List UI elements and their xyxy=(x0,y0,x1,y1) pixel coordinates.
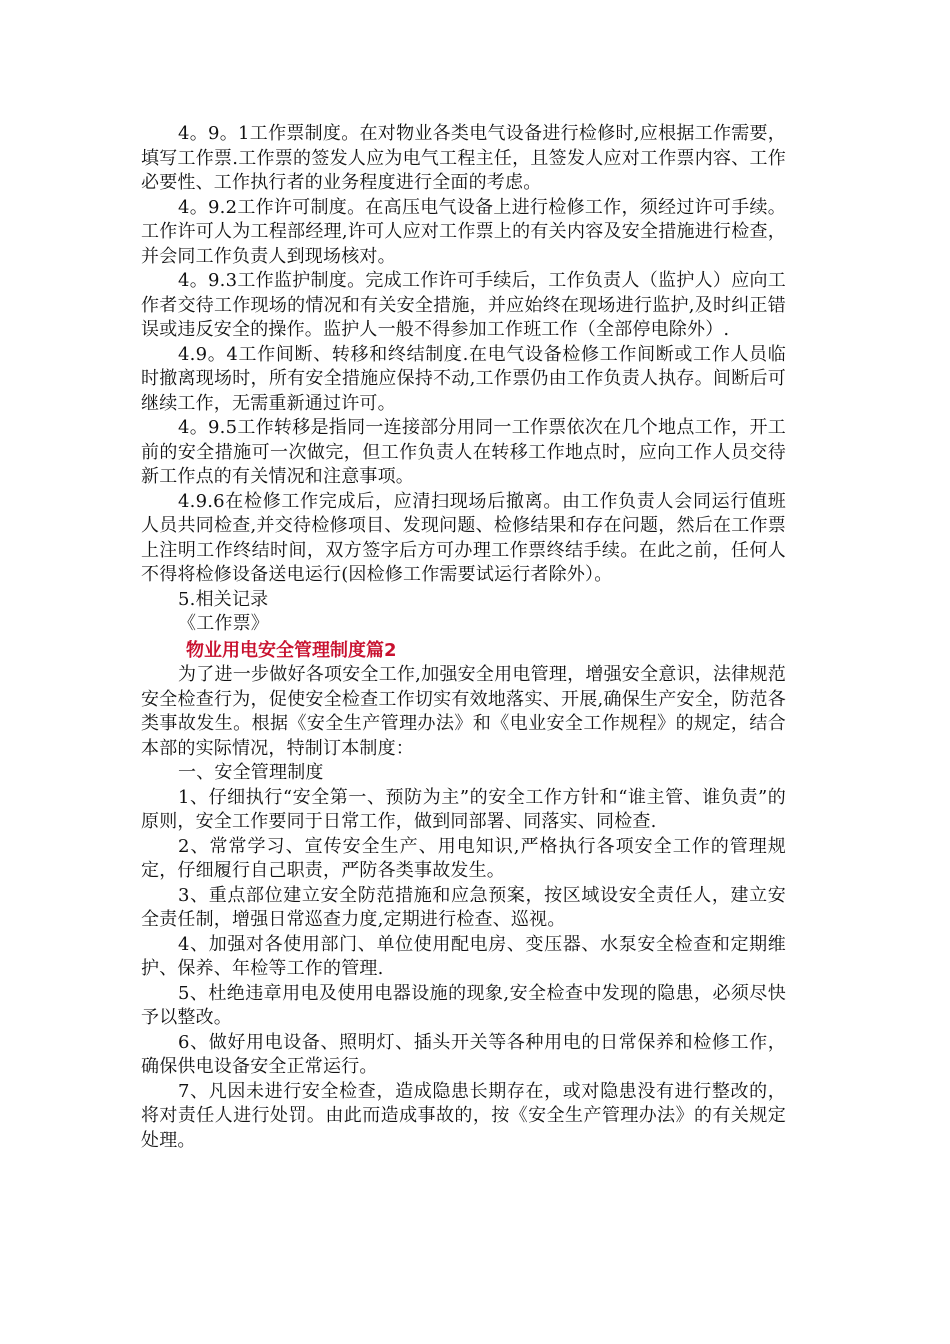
related-records-heading: 5.相关记录 xyxy=(178,588,269,610)
rule-6: 6、做好用电设备、照明灯、插头开关等各种用电的日常保养和检修工作，确保供电设备安全正常运行。 xyxy=(141,1031,786,1077)
intro-paragraph: 为了进一步做好各项安全工作,加强安全用电管理，增强安全意识，法律规范安全检查行为，促使安全检查工作切实有效地落实、开展,确保生产安全，防范各类事故发生。根据《安全生产管理办法》和《电业安全工作规程》的规定，结合本部的实际情况，特制订本制度： xyxy=(141,664,786,759)
paragraph-4-9-6: 4.9.6在检修工作完成后，应清扫现场后撤离。由工作负责人会同运行值班人员共同检查,并交待检修项目、发现问题、检修结果和存在问题，然后在工作票上注明工作终结时间，双方签字后方可办理工作票终结手续。在此之前，任何人不得将检修设备送电运行(因检修工作需要试运行者除外）。 xyxy=(141,490,786,585)
rule-4: 4、加强对各使用部门、单位使用配电房、变压器、水泵安全检查和定期维护、保养、年检等工作的管理. xyxy=(141,933,786,979)
rule-1: 1、仔细执行“安全第一、预防为主”的安全工作方针和“谁主管、谁负责”的原则，安全工作要同于日常工作，做到同部署、同落实、同检查. xyxy=(141,786,786,832)
rule-2: 2、常常学习、宣传安全生产、用电知识,严格执行各项安全工作的管理规定，仔细履行自己职责，严防各类事故发生。 xyxy=(141,835,786,881)
paragraph-4-9-5: 4。9.5工作转移是指同一连接部分用同一工作票依次在几个地点工作，开工前的安全措施可一次做完，但工作负责人在转移工作地点时，应向工作人员交待新工作点的有关情况和注意事项。 xyxy=(141,417,786,487)
safety-management-heading: 一、安全管理制度 xyxy=(178,762,324,783)
paragraph-4-9-4: 4.9。4工作间断、转移和终结制度.在电气设备检修工作间断或工作人员临时撤离现场时，所有安全措施应保持不动,工作票仍由工作负责人执存。间断后可继续工作，无需重新通过许可。 xyxy=(141,343,786,414)
rule-3: 3、重点部位建立安全防范措施和应急预案，按区域设安全责任人，建立安全责任制，增强日常巡查力度,定期进行检查、巡视。 xyxy=(141,884,786,930)
rule-5: 5、杜绝违章用电及使用电器设施的现象,安全检查中发现的隐患，必须尽快予以整改。 xyxy=(141,982,786,1028)
paragraph-4-9-3: 4。9.3工作监护制度。完成工作许可手续后，工作负责人（监护人）应向工作者交待工作现场的情况和有关安全措施，并应始终在现场进行监护,及时纠正错误或违反安全的操作。监护人一般不得参加工作班工作（全部停电除外）. xyxy=(141,270,786,340)
paragraph-4-9-1: 4。9。1工作票制度。在对物业各类电气设备进行检修时,应根据工作需要，填写工作票.工作票的签发人应为电气工程主任，且签发人应对工作票内容、工作必要性、工作执行者的业务程度进行全面的考虑。 xyxy=(141,123,786,193)
document-page xyxy=(141,122,786,1153)
rule-7: 7、凡因未进行安全检查，造成隐患长期存在，或对隐患没有进行整改的，将对责任人进行处罚。由此而造成事故的，按《安全生产管理办法》的有关规定处理。 xyxy=(141,1080,786,1151)
paragraph-4-9-2: 4。9.2工作许可制度。在高压电气设备上进行检修工作，须经过许可手续。工作许可人为工程部经理,许可人应对工作票上的有关内容及安全措施进行检查，并会同工作负责人到现场核对。 xyxy=(141,196,786,267)
work-ticket-record: 《工作票》 xyxy=(178,613,269,634)
section-heading: 物业用电安全管理制度篇2 xyxy=(186,639,397,661)
